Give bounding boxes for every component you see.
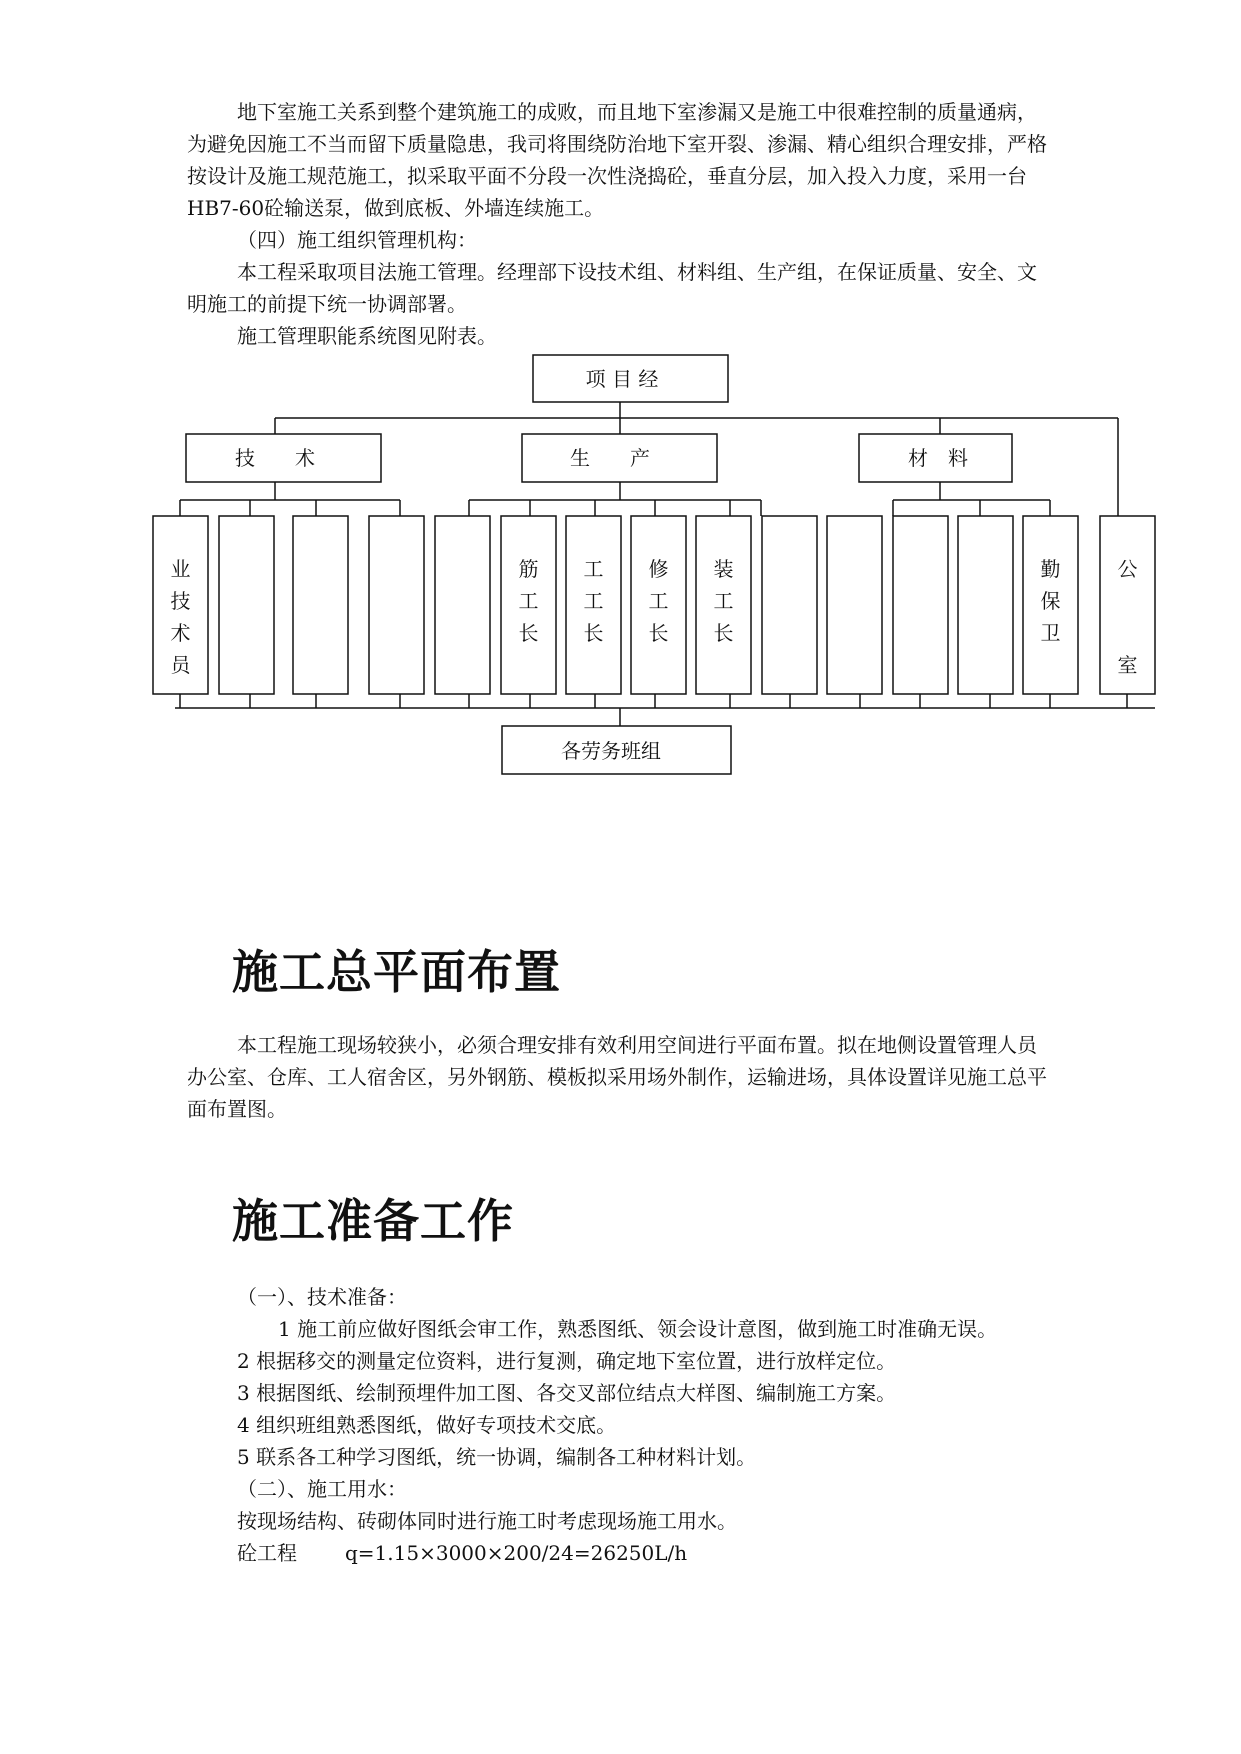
prep-item: 5 联系各工种学习图纸，统一协调，编制各工种材料计划。 bbox=[237, 1445, 757, 1469]
position-label-char: 技 bbox=[170, 589, 191, 613]
position-label-char: 勤 bbox=[1040, 557, 1061, 581]
prep-heading: 施工准备工作 bbox=[232, 1194, 514, 1248]
position-box bbox=[893, 516, 948, 694]
management-paragraph: 本工程采取项目法施工管理。经理部下设技术组、材料组、生产组，在保证质量、安全、文明施工的前提下统一协调部署。 bbox=[187, 260, 1037, 316]
water-title: （二）、施工用水： bbox=[237, 1477, 407, 1501]
position-label-char: 室 bbox=[1117, 653, 1138, 677]
position-label-char: 长 bbox=[648, 621, 669, 645]
position-label-char: 工 bbox=[713, 589, 734, 613]
group-label-material: 材 料 bbox=[908, 446, 968, 470]
intro-paragraph: 地下室施工关系到整个建筑施工的成败，而且地下室渗漏又是施工中很难控制的质量通病，为避免因施工不当而留下质量隐患，我司将围绕防治地下室开裂、渗漏、精心组织合理安排，严格按设计及施工规范施工，拟采取平面不分段一次性浇捣砼，垂直分层，加入投入力度，采用一台HB7-60砼输送泵，做到底板、外墙连续施工。 bbox=[187, 100, 1047, 220]
position-label-char: 工 bbox=[583, 589, 604, 613]
group-label-tech: 技 术 bbox=[235, 446, 315, 470]
prep-item: 4 组织班组熟悉图纸，做好专项技术交底。 bbox=[237, 1413, 617, 1437]
position-box bbox=[958, 516, 1013, 694]
prep-item: 3 根据图纸、绘制预埋件加工图、各交叉部位结点大样图、编制施工方案。 bbox=[237, 1381, 897, 1405]
position-label-char: 修 bbox=[648, 557, 669, 581]
position-box bbox=[827, 516, 882, 694]
top-label: 项 目 经 bbox=[585, 367, 659, 391]
position-label-char: 卫 bbox=[1040, 621, 1061, 645]
position-box bbox=[762, 516, 817, 694]
position-box bbox=[293, 516, 348, 694]
position-label-char: 长 bbox=[518, 621, 539, 645]
org-chart bbox=[0, 350, 1241, 790]
section-subtitle: （四）施工组织管理机构： bbox=[237, 228, 477, 252]
position-label-char: 工 bbox=[518, 589, 539, 613]
layout-paragraph: 本工程施工现场较狭小，必须合理安排有效利用空间进行平面布置。拟在地侧设置管理人员办公室、仓库、工人宿舍区，另外钢筋、模板拟采用场外制作，运输进场，具体设置详见施工总平面布置图。 bbox=[187, 1033, 1047, 1121]
chart-reference: 施工管理职能系统图见附表。 bbox=[237, 324, 497, 348]
prep-item: 2 根据移交的测量定位资料，进行复测，确定地下室位置，进行放样定位。 bbox=[237, 1349, 897, 1373]
position-label-char: 业 bbox=[170, 557, 191, 581]
group-label-production: 生 产 bbox=[570, 446, 650, 470]
position-label-char: 术 bbox=[170, 621, 191, 645]
position-label-char: 筋 bbox=[518, 557, 539, 581]
position-label-char: 长 bbox=[713, 621, 734, 645]
position-label-char: 装 bbox=[713, 557, 734, 581]
layout-heading: 施工总平面布置 bbox=[232, 945, 561, 999]
position-label-char: 工 bbox=[583, 557, 604, 581]
position-box bbox=[369, 516, 424, 694]
position-label-char: 公 bbox=[1117, 557, 1138, 581]
position-label-char: 员 bbox=[170, 653, 191, 677]
position-label-char: 工 bbox=[648, 589, 669, 613]
position-label-char: 长 bbox=[583, 621, 604, 645]
tech-prep-title: （一）、技术准备： bbox=[237, 1285, 407, 1309]
bottom-label: 各劳务班组 bbox=[561, 739, 661, 763]
formula: q=1.15×3000×200/24=26250L/h bbox=[345, 1541, 688, 1565]
water-text: 按现场结构、砖砌体同时进行施工时考虑现场施工用水。 bbox=[237, 1509, 737, 1533]
formula-label: 砼工程 bbox=[237, 1541, 297, 1565]
position-box bbox=[435, 516, 490, 694]
prep-item: 1 施工前应做好图纸会审工作，熟悉图纸、领会设计意图，做到施工时准确无误。 bbox=[278, 1317, 998, 1341]
position-label-char: 保 bbox=[1040, 589, 1061, 613]
position-box bbox=[219, 516, 274, 694]
